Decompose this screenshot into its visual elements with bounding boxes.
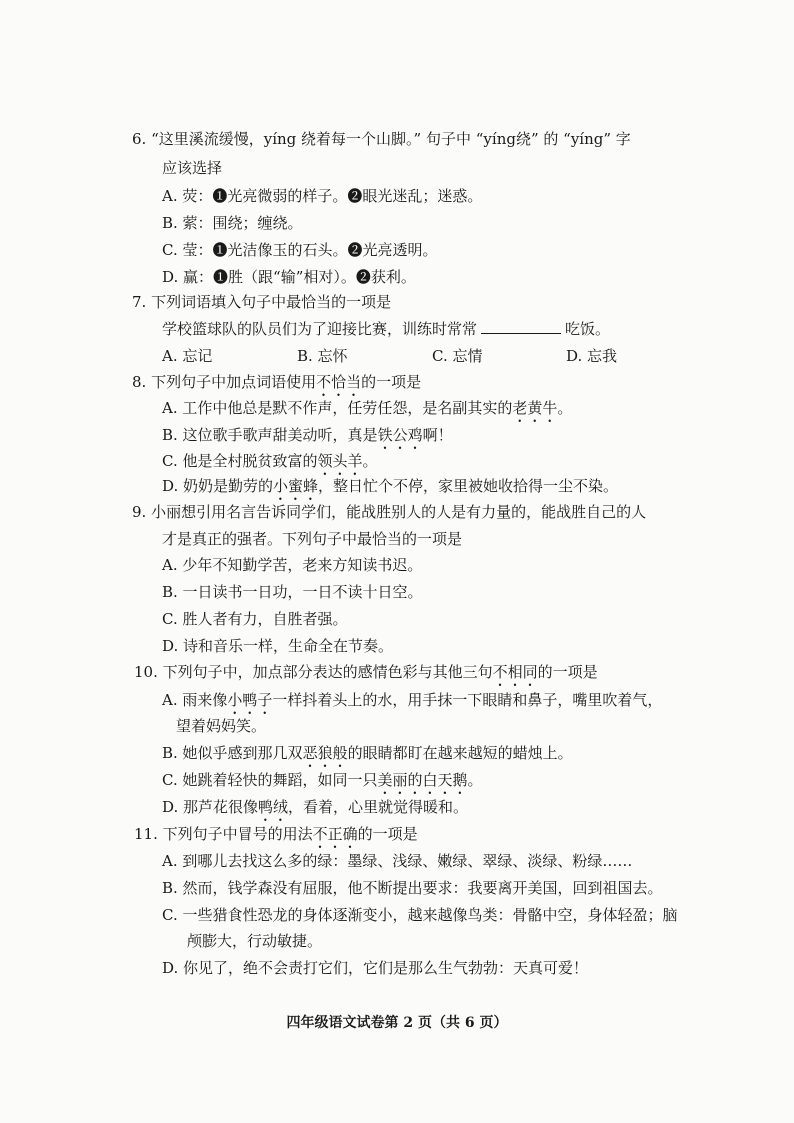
q8-b-pre: B. 这位歌手歌声甜美动听，真是 (162, 426, 378, 444)
q10-option-d (162, 797, 468, 825)
q8-option-d (162, 476, 618, 504)
q10-c-dotted: 美丽的白天鹅 (377, 771, 468, 789)
q10-b-pre: B. 她似乎感到那几双 (162, 744, 303, 762)
q8-c-pre: C. 他是全村脱贫致富的 (162, 452, 318, 470)
q10-option-c (162, 770, 483, 798)
q8-c-post: 。 (362, 452, 378, 470)
q11-option-b: B. 然而，钱学森没有屈服，他不断提出要求：我要离开美国，回到祖国去。 (162, 879, 663, 897)
q7-answer-blank (481, 319, 561, 334)
q6-option-d: D. 赢：❶胜（跟“输”相对）。❷获利。 (162, 268, 416, 286)
q7-stem: 7. 下列词语填入句子中最恰当的一项是 (132, 293, 392, 311)
q10-option-b (162, 743, 573, 771)
q7-option-d: D. 忘我 (566, 347, 618, 365)
q6-option-b: B. 萦：围绕；缠绕。 (162, 214, 303, 232)
q6-stem-line1: 6. “这里溪流缓慢，yíng 绕着每一个山脚。” 句子中 “yíng绕” 的 “yíng” 字 (132, 130, 631, 148)
q8-b-dotted: 铁公鸡 (377, 426, 423, 444)
q9-option-a: A. 少年不知勤学苦，老来方知读书迟。 (162, 556, 423, 574)
q10-c-post: 。 (467, 771, 483, 789)
q10-d-post: ，看着，心里就觉得暖和。 (288, 798, 469, 816)
q7-sentence-post: 吃饭。 (565, 320, 611, 338)
q8-option-a (162, 398, 572, 426)
q9-stem-line2: 才是真正的强者。下列句子中最恰当的一项是 (162, 530, 463, 548)
q6-option-a: A. 荧：❶光亮微弱的样子。❷眼光迷乱；迷惑。 (162, 187, 483, 205)
q7-sentence (162, 319, 610, 339)
q8-c-dotted: 领头羊 (317, 452, 363, 470)
q8-stem-dotted: 不恰当 (316, 373, 362, 391)
q10-stem-dotted: 不相同 (492, 663, 538, 681)
q11-stem-post: 的一项是 (357, 825, 418, 843)
q11-option-d: D. 你见了，绝不会责打它们，它们是那么生气勃勃：天真可爱！ (162, 959, 589, 977)
q10-stem-post: 的一项是 (537, 663, 598, 681)
q8-option-b (162, 425, 453, 453)
q9-option-c: C. 胜人者有力，自胜者强。 (162, 610, 348, 628)
q10-a-dotted: 小鸭子 (227, 691, 273, 709)
q8-a-post: 。 (557, 399, 573, 417)
q8-stem-post: 的一项是 (361, 373, 422, 391)
q11-option-a: A. 到哪儿去找这么多的绿：墨绿、浅绿、嫩绿、翠绿、淡绿、粉绿…… (162, 852, 633, 870)
q10-c-pre: C. 她跳着轻快的舞蹈，如同一只 (162, 771, 378, 789)
page-footer: 四年级语文试卷第 2 页（共 6 页） (286, 1015, 508, 1031)
q6-option-c: C. 莹：❶光洁像玉的石头。❷光亮透明。 (162, 241, 438, 259)
q7-sentence-pre: 学校篮球队的队员们为了迎接比赛，训练时常常 (162, 320, 478, 338)
q10-b-dotted: 恶狼般 (302, 744, 348, 762)
q8-a-dotted: 老黄牛 (512, 399, 558, 417)
q8-option-c (162, 451, 378, 479)
q10-a-pre: A. 雨来像 (162, 691, 228, 709)
q10-stem-pre: 10. 下列句子中，加点部分表达的感情色彩与其他三句 (134, 663, 493, 681)
q10-b-post: 的眼睛都盯在越来越短的蜡烛上。 (347, 744, 573, 762)
q10-option-a-line1 (162, 690, 662, 718)
q7-option-b: B. 忘怀 (297, 347, 348, 365)
q8-d-post: ，整日忙个不停，家里被她收拾得一尘不染。 (318, 477, 619, 495)
q9-stem-line1: 9. 小丽想引用名言告诉同学们，能战胜别人的人是有力量的，能战胜自己的人 (132, 503, 647, 521)
q11-stem-dotted: 不正确 (312, 825, 358, 843)
q9-option-b: B. 一日读书一日功，一日不读十日空。 (162, 583, 423, 601)
q7-option-c: C. 忘情 (432, 347, 483, 365)
q11-stem (134, 824, 418, 852)
q8-d-dotted: 小蜜蜂 (273, 477, 319, 495)
q8-b-post: 啊！ (422, 426, 453, 444)
q10-option-a-line2: 望着妈妈笑。 (176, 717, 267, 735)
q10-d-pre: D. 那芦花很像 (162, 798, 259, 816)
q8-d-pre: D. 奶奶是勤劳的 (162, 477, 274, 495)
q11-stem-pre: 11. 下列句子中冒号的用法 (134, 825, 313, 843)
q11-option-c-line2: 颅膨大，行动敏捷。 (187, 932, 323, 950)
q8-a-pre: A. 工作中他总是默不作声，任劳任怨，是名副其实的 (162, 399, 513, 417)
q10-d-dotted: 鸭绒 (258, 798, 289, 816)
q7-option-a: A. 忘记 (162, 347, 213, 365)
q10-a-post: 一样抖着头上的水，用手抹一下眼睛和鼻子，嘴里吹着气， (272, 691, 663, 709)
q8-stem (132, 372, 421, 400)
q8-stem-pre: 8. 下列句子中加点词语使用 (132, 373, 317, 391)
q11-option-c-line1: C. 一些猎食性恐龙的身体逐渐变小，越来越像鸟类：骨骼中空，身体轻盈；脑 (162, 906, 678, 924)
q9-option-d: D. 诗和音乐一样，生命全在节奏。 (162, 637, 394, 655)
q10-stem (134, 662, 598, 690)
q6-stem-line2: 应该选择 (162, 159, 223, 177)
